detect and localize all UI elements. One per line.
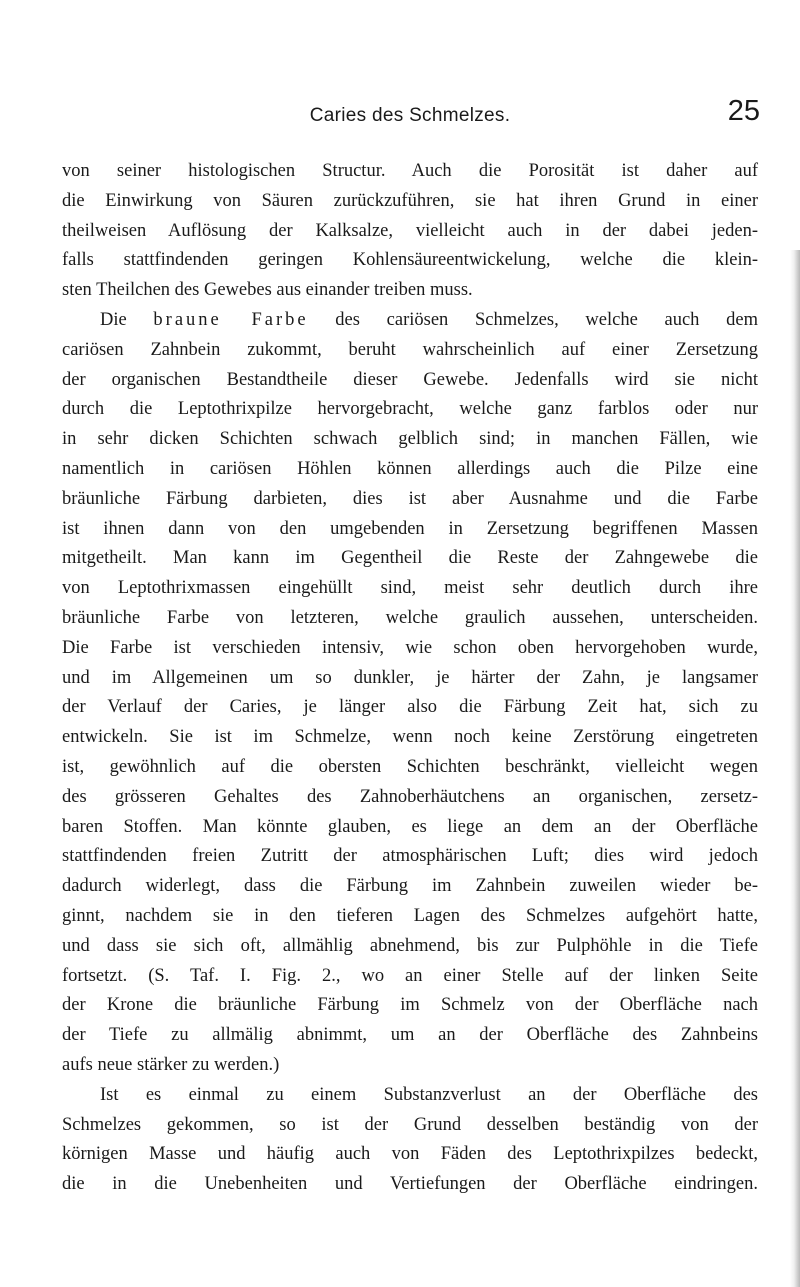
text-line: cariösen Zahnbein zukommt, beruht wahrscheinlich auf einer Zersetzung bbox=[62, 339, 758, 360]
text-line: dadurch widerlegt, dass die Färbung im Zahnbein zuweilen wieder be- bbox=[62, 876, 758, 897]
text-line: bräunliche Farbe von letzteren, welche graulich aussehen, unterscheiden. bbox=[62, 607, 758, 628]
emphasized-phrase: braune Farbe bbox=[153, 309, 309, 330]
text-line: die Einwirkung von Säuren zurückzuführen, sie hat ihren Grund in einer bbox=[62, 190, 758, 211]
text-line: der Verlauf der Caries, je länger also die Färbung Zeit hat, sich zu bbox=[62, 697, 758, 718]
text-line: und dass sie sich oft, allmählig abnehmend, bis zur Pulphöhle in die Tiefe bbox=[62, 935, 758, 956]
text-line: von seiner histologischen Structur. Auch die Porosität ist daher auf bbox=[62, 161, 758, 181]
text-line: theilweisen Auflösung der Kalksalze, vielleicht auch in der dabei jeden- bbox=[62, 220, 758, 241]
text-line: Schmelzes gekommen, so ist der Grund desselben beständig von der bbox=[62, 1114, 758, 1135]
running-head bbox=[60, 95, 760, 135]
text-line: stattfindenden freien Zutritt der atmosphärischen Luft; dies wird jedoch bbox=[62, 846, 758, 867]
text-line: der organischen Bestandtheile dieser Gewebe. Jedenfalls wird sie nicht bbox=[62, 369, 758, 390]
page-number: 25 bbox=[727, 95, 760, 127]
text-line: und im Allgemeinen um so dunkler, je härter der Zahn, je langsamer bbox=[62, 667, 758, 688]
text-line: körnigen Masse und häufig auch von Fäden des Leptothrixpilzes bedeckt, bbox=[62, 1144, 758, 1165]
text-line: Ist es einmal zu einem Substanzverlust an der Oberfläche des bbox=[100, 1084, 758, 1105]
text-line: in sehr dicken Schichten schwach gelblich sind; in manchen Fällen, wie bbox=[62, 429, 758, 450]
page-edge-shadow bbox=[790, 250, 800, 1287]
body-text bbox=[62, 157, 758, 1200]
text-line: mitgetheilt. Man kann im Gegentheil die Reste der Zahngewebe die bbox=[62, 548, 758, 569]
text-line: aufs neue stärker zu werden.) bbox=[62, 1054, 280, 1075]
text-line: entwickeln. Sie ist im Schmelze, wenn noch keine Zerstörung eingetreten bbox=[62, 727, 758, 748]
text-line: sten Theilchen des Gewebes aus einander treiben muss. bbox=[62, 280, 473, 301]
text-line: ginnt, nachdem sie in den tieferen Lagen des Schmelzes aufgehört hatte, bbox=[62, 905, 758, 926]
text-line: ist ihnen dann von den umgebenden in Zersetzung begriffenen Massen bbox=[62, 518, 758, 539]
text-line: durch die Leptothrixpilze hervorgebracht, welche ganz farblos oder nur bbox=[62, 399, 758, 420]
text-line: baren Stoffen. Man könnte glauben, es liege an dem an der Oberfläche bbox=[62, 816, 758, 837]
text-line: fortsetzt. (S. Taf. I. Fig. 2., wo an einer Stelle auf der linken Seite bbox=[62, 965, 758, 986]
text-line: Die Farbe ist verschieden intensiv, wie schon oben hervorgehoben wurde, bbox=[62, 637, 758, 658]
text-line: von Leptothrixmassen eingehüllt sind, meist sehr deutlich durch ihre bbox=[62, 578, 758, 599]
text-line: der Krone die bräunliche Färbung im Schmelz von der Oberfläche nach bbox=[62, 995, 758, 1016]
text-line: bräunliche Färbung darbieten, dies ist aber Ausnahme und die Farbe bbox=[62, 488, 758, 509]
text-line-emphasis: Die braune Farbe des cariösen Schmelzes, welche auch dem bbox=[100, 309, 758, 330]
text-line: ist, gewöhnlich auf die obersten Schichten beschränkt, vielleicht wegen bbox=[62, 756, 758, 777]
text-line: falls stattfindenden geringen Kohlensäureentwickelung, welche die klein- bbox=[62, 250, 758, 271]
text-line: des grösseren Gehaltes des Zahnoberhäutchens an organischen, zersetz- bbox=[62, 786, 758, 807]
text-line: der Tiefe zu allmälig abnimmt, um an der Oberfläche des Zahnbeins bbox=[62, 1025, 758, 1046]
text-line: die in die Unebenheiten und Vertiefungen der Oberfläche eindringen. bbox=[62, 1174, 758, 1195]
text-line: namentlich in cariösen Höhlen können allerdings auch die Pilze eine bbox=[62, 458, 758, 479]
running-title: Caries des Schmelzes. bbox=[309, 105, 511, 126]
